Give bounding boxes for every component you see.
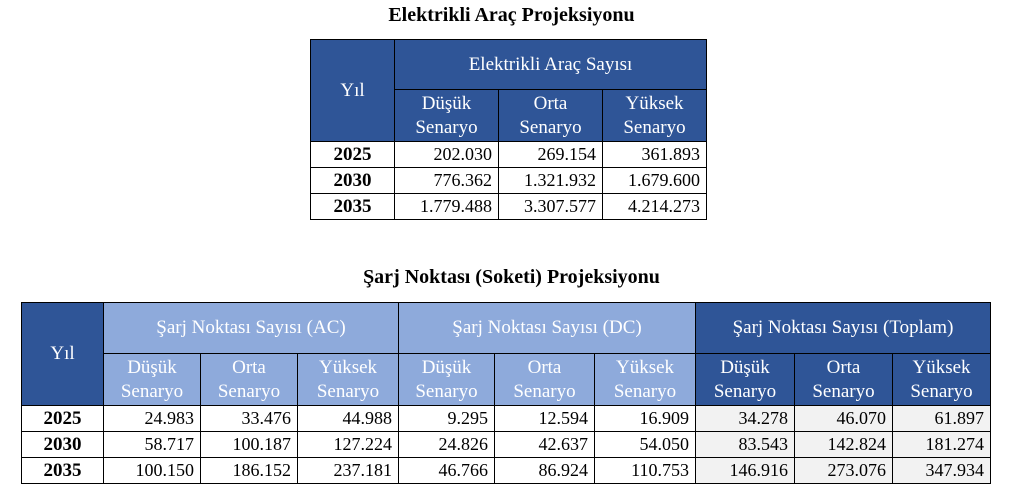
table-row bbox=[22, 458, 991, 484]
scenario-low-header: Düşük Senaryo bbox=[395, 90, 499, 142]
year-header: Yıl bbox=[311, 40, 395, 142]
year-cell: 2025 bbox=[22, 406, 104, 432]
value-cell: 9.295 bbox=[399, 406, 495, 432]
value-cell: 46.766 bbox=[399, 458, 495, 484]
total-high-header: Yüksek Senaryo bbox=[893, 354, 991, 406]
value-cell: 1.779.488 bbox=[395, 194, 499, 220]
ev-table-title: Elektrikli Araç Projeksiyonu bbox=[388, 4, 635, 26]
dc-header: Şarj Noktası Sayısı (DC) bbox=[399, 303, 696, 354]
total-value-cell: 83.543 bbox=[696, 432, 795, 458]
year-header: Yıl bbox=[22, 303, 104, 406]
value-cell: 100.150 bbox=[104, 458, 201, 484]
total-value-cell: 146.916 bbox=[696, 458, 795, 484]
value-cell: 4.214.273 bbox=[603, 194, 707, 220]
scenario-high-header: Yüksek Senaryo bbox=[603, 90, 707, 142]
total-value-cell: 61.897 bbox=[893, 406, 991, 432]
table-row bbox=[311, 194, 707, 220]
ac-header: Şarj Noktası Sayısı (AC) bbox=[104, 303, 399, 354]
charging-projection-table bbox=[21, 302, 991, 484]
value-cell: 16.909 bbox=[595, 406, 696, 432]
ev-projection-table bbox=[310, 39, 707, 220]
value-cell: 202.030 bbox=[395, 142, 499, 168]
value-cell: 110.753 bbox=[595, 458, 696, 484]
value-cell: 24.826 bbox=[399, 432, 495, 458]
ac-mid-header: Orta Senaryo bbox=[201, 354, 298, 406]
total-mid-header: Orta Senaryo bbox=[795, 354, 893, 406]
value-cell: 1.321.932 bbox=[499, 168, 603, 194]
total-value-cell: 347.934 bbox=[893, 458, 991, 484]
value-cell: 361.893 bbox=[603, 142, 707, 168]
value-cell: 776.362 bbox=[395, 168, 499, 194]
charge-table-title: Şarj Noktası (Soketi) Projeksiyonu bbox=[363, 266, 660, 288]
total-value-cell: 181.274 bbox=[893, 432, 991, 458]
value-cell: 58.717 bbox=[104, 432, 201, 458]
ac-low-header: Düşük Senaryo bbox=[104, 354, 201, 406]
value-cell: 100.187 bbox=[201, 432, 298, 458]
value-cell: 33.476 bbox=[201, 406, 298, 432]
value-cell: 237.181 bbox=[298, 458, 399, 484]
dc-low-header: Düşük Senaryo bbox=[399, 354, 495, 406]
ev-count-header: Elektrikli Araç Sayısı bbox=[395, 40, 707, 90]
table-row bbox=[311, 168, 707, 194]
value-cell: 12.594 bbox=[495, 406, 595, 432]
value-cell: 44.988 bbox=[298, 406, 399, 432]
total-header: Şarj Noktası Sayısı (Toplam) bbox=[696, 303, 991, 354]
ac-high-header: Yüksek Senaryo bbox=[298, 354, 399, 406]
year-cell: 2035 bbox=[311, 194, 395, 220]
total-low-header: Düşük Senaryo bbox=[696, 354, 795, 406]
total-value-cell: 273.076 bbox=[795, 458, 893, 484]
table-row bbox=[22, 432, 991, 458]
scenario-mid-header: Orta Senaryo bbox=[499, 90, 603, 142]
value-cell: 269.154 bbox=[499, 142, 603, 168]
year-cell: 2025 bbox=[311, 142, 395, 168]
table-row bbox=[311, 142, 707, 168]
total-value-cell: 46.070 bbox=[795, 406, 893, 432]
value-cell: 3.307.577 bbox=[499, 194, 603, 220]
year-cell: 2035 bbox=[22, 458, 104, 484]
value-cell: 127.224 bbox=[298, 432, 399, 458]
dc-mid-header: Orta Senaryo bbox=[495, 354, 595, 406]
table-row bbox=[22, 406, 991, 432]
value-cell: 54.050 bbox=[595, 432, 696, 458]
year-cell: 2030 bbox=[311, 168, 395, 194]
total-value-cell: 142.824 bbox=[795, 432, 893, 458]
value-cell: 1.679.600 bbox=[603, 168, 707, 194]
value-cell: 24.983 bbox=[104, 406, 201, 432]
dc-high-header: Yüksek Senaryo bbox=[595, 354, 696, 406]
value-cell: 186.152 bbox=[201, 458, 298, 484]
value-cell: 86.924 bbox=[495, 458, 595, 484]
year-cell: 2030 bbox=[22, 432, 104, 458]
total-value-cell: 34.278 bbox=[696, 406, 795, 432]
value-cell: 42.637 bbox=[495, 432, 595, 458]
